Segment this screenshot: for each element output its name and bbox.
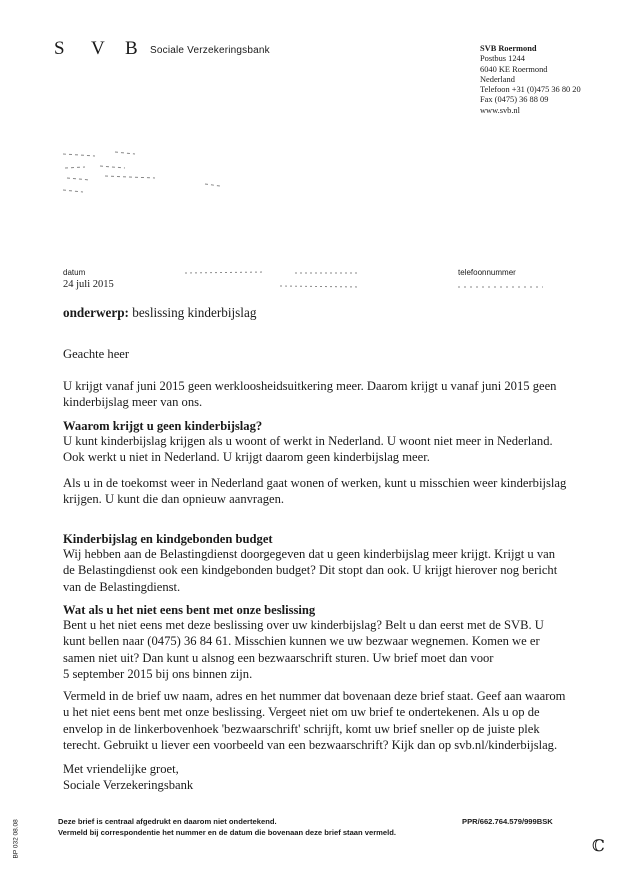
- office-address-block: [480, 44, 615, 116]
- organization-name: Sociale Verzekeringsbank: [150, 45, 270, 56]
- text-line: krijgen. U kunt die dan opnieuw aanvragen.: [63, 492, 285, 507]
- body-paragraph: [63, 475, 571, 508]
- date-label: datum: [63, 268, 86, 277]
- salutation: Geachte heer: [63, 347, 130, 361]
- handwritten-mark: ℂ: [592, 838, 605, 855]
- date-value: 24 juli 2015: [63, 279, 114, 290]
- body-paragraph: [63, 546, 571, 595]
- text-line: Ook werkt u niet in Nederland. U krijgt daarom geen kinderbijslag meer.: [63, 450, 430, 465]
- text-line: Vermeld in de brief uw naam, adres en het nummer dat bovenaan deze brief staat. Geef aan waarom: [63, 689, 566, 703]
- text-line: 5 september 2015 bij ons binnen zijn.: [63, 667, 253, 682]
- text-line: kinderbijslag meer van ons.: [63, 395, 203, 410]
- office-line: Nederland: [480, 74, 515, 84]
- signature: Sociale Verzekeringsbank: [63, 778, 194, 793]
- logo-letter-b: B: [125, 38, 138, 59]
- redacted-phone: [458, 282, 548, 292]
- redacted-recipient-address: [55, 150, 235, 210]
- text-line: Wij hebben aan de Belastingdienst doorgegeven dat u geen kinderbijslag meer krijgt. Krijgt u van: [63, 547, 556, 561]
- section-heading: Waarom krijgt u geen kinderbijslag?: [63, 419, 263, 433]
- office-line: Telefoon +31 (0)475 36 80 20: [480, 85, 581, 95]
- subject-line: [63, 305, 256, 321]
- office-name: SVB Roermond: [480, 44, 537, 53]
- intro-paragraph: [63, 378, 571, 411]
- subject-text: beslissing kinderbijslag: [132, 305, 257, 320]
- text-line: U kunt kinderbijslag krijgen als u woont of werkt in Nederland. U woont niet meer in Nederland.: [63, 434, 553, 448]
- redacted-meta-fields: [185, 268, 445, 292]
- text-line: Als u in de toekomst weer in Nederland gaat wonen of werken, kunt u misschien weer kinderbijslag: [63, 476, 567, 490]
- logo-letter-v: V: [91, 38, 105, 59]
- logo-letter-s: S: [54, 38, 65, 59]
- phone-label: telefoonnummer: [458, 268, 516, 277]
- closing: Met vriendelijke groet,: [63, 762, 179, 776]
- subject-label: onderwerp:: [63, 305, 129, 320]
- text-line: kunt bellen naar (0475) 36 84 61. Misschien kunnen we uw bezwaar wegnemen. Komen we er: [63, 634, 540, 649]
- body-paragraph: [63, 617, 571, 683]
- text-line: terecht. Gebruikt u liever een voorbeeld van een bezwaarschrift? Kijk dan op svb.nl/kinderbijslag.: [63, 738, 558, 753]
- text-line: u het niet eens bent met onze beslissing. Vergeet niet om uw brief te ondertekenen. Als u op de: [63, 705, 540, 720]
- svb-logo: [54, 38, 154, 68]
- body-paragraph: [63, 688, 571, 754]
- section-heading: Kinderbijslag en kindgebonden budget: [63, 532, 273, 546]
- text-line: de Belastingdienst ook een kindgebonden budget? Dit stopt dan ook. U krijgt hierover nog bericht: [63, 563, 558, 578]
- closing-block: [63, 761, 571, 794]
- reference-number: PPR/662.764.579/999BSK: [462, 817, 553, 826]
- footer-note: [58, 817, 396, 838]
- office-line: www.svb.nl: [480, 105, 520, 115]
- footer-line: Vermeld bij correspondentie het nummer en de datum die bovenaan deze brief staan vermeld.: [58, 827, 397, 837]
- footer-line: Deze brief is centraal afgedrukt en daarom niet ondertekend.: [58, 817, 277, 826]
- office-line: Postbus 1244: [480, 54, 525, 64]
- text-line: Bent u het niet eens met deze beslissing over uw kinderbijslag? Belt u dan eerst met de SVB. U: [63, 618, 544, 632]
- text-line: samen niet uit? Dan kunt u alsnog een bezwaarschrift sturen. Uw brief moet dan voor: [63, 650, 494, 665]
- section-heading: Wat als u het niet eens bent met onze beslissing: [63, 603, 316, 617]
- body-paragraph: [63, 433, 571, 466]
- office-line: Fax (0475) 36 88 09: [480, 95, 549, 105]
- text-line: van de Belastingdienst.: [63, 579, 181, 594]
- form-code: BP 032 08.08: [12, 819, 20, 859]
- text-line: U krijgt vanaf juni 2015 geen werkloosheidsuitkering meer. Daarom krijgt u vanaf juni 2015 geen: [63, 379, 557, 393]
- office-line: 6040 KE Roermond: [480, 64, 548, 74]
- text-line: envelop in de linkerbovenhoek 'bezwaarschrift' schrijft, komt uw brief sneller op de juiste plek: [63, 721, 540, 736]
